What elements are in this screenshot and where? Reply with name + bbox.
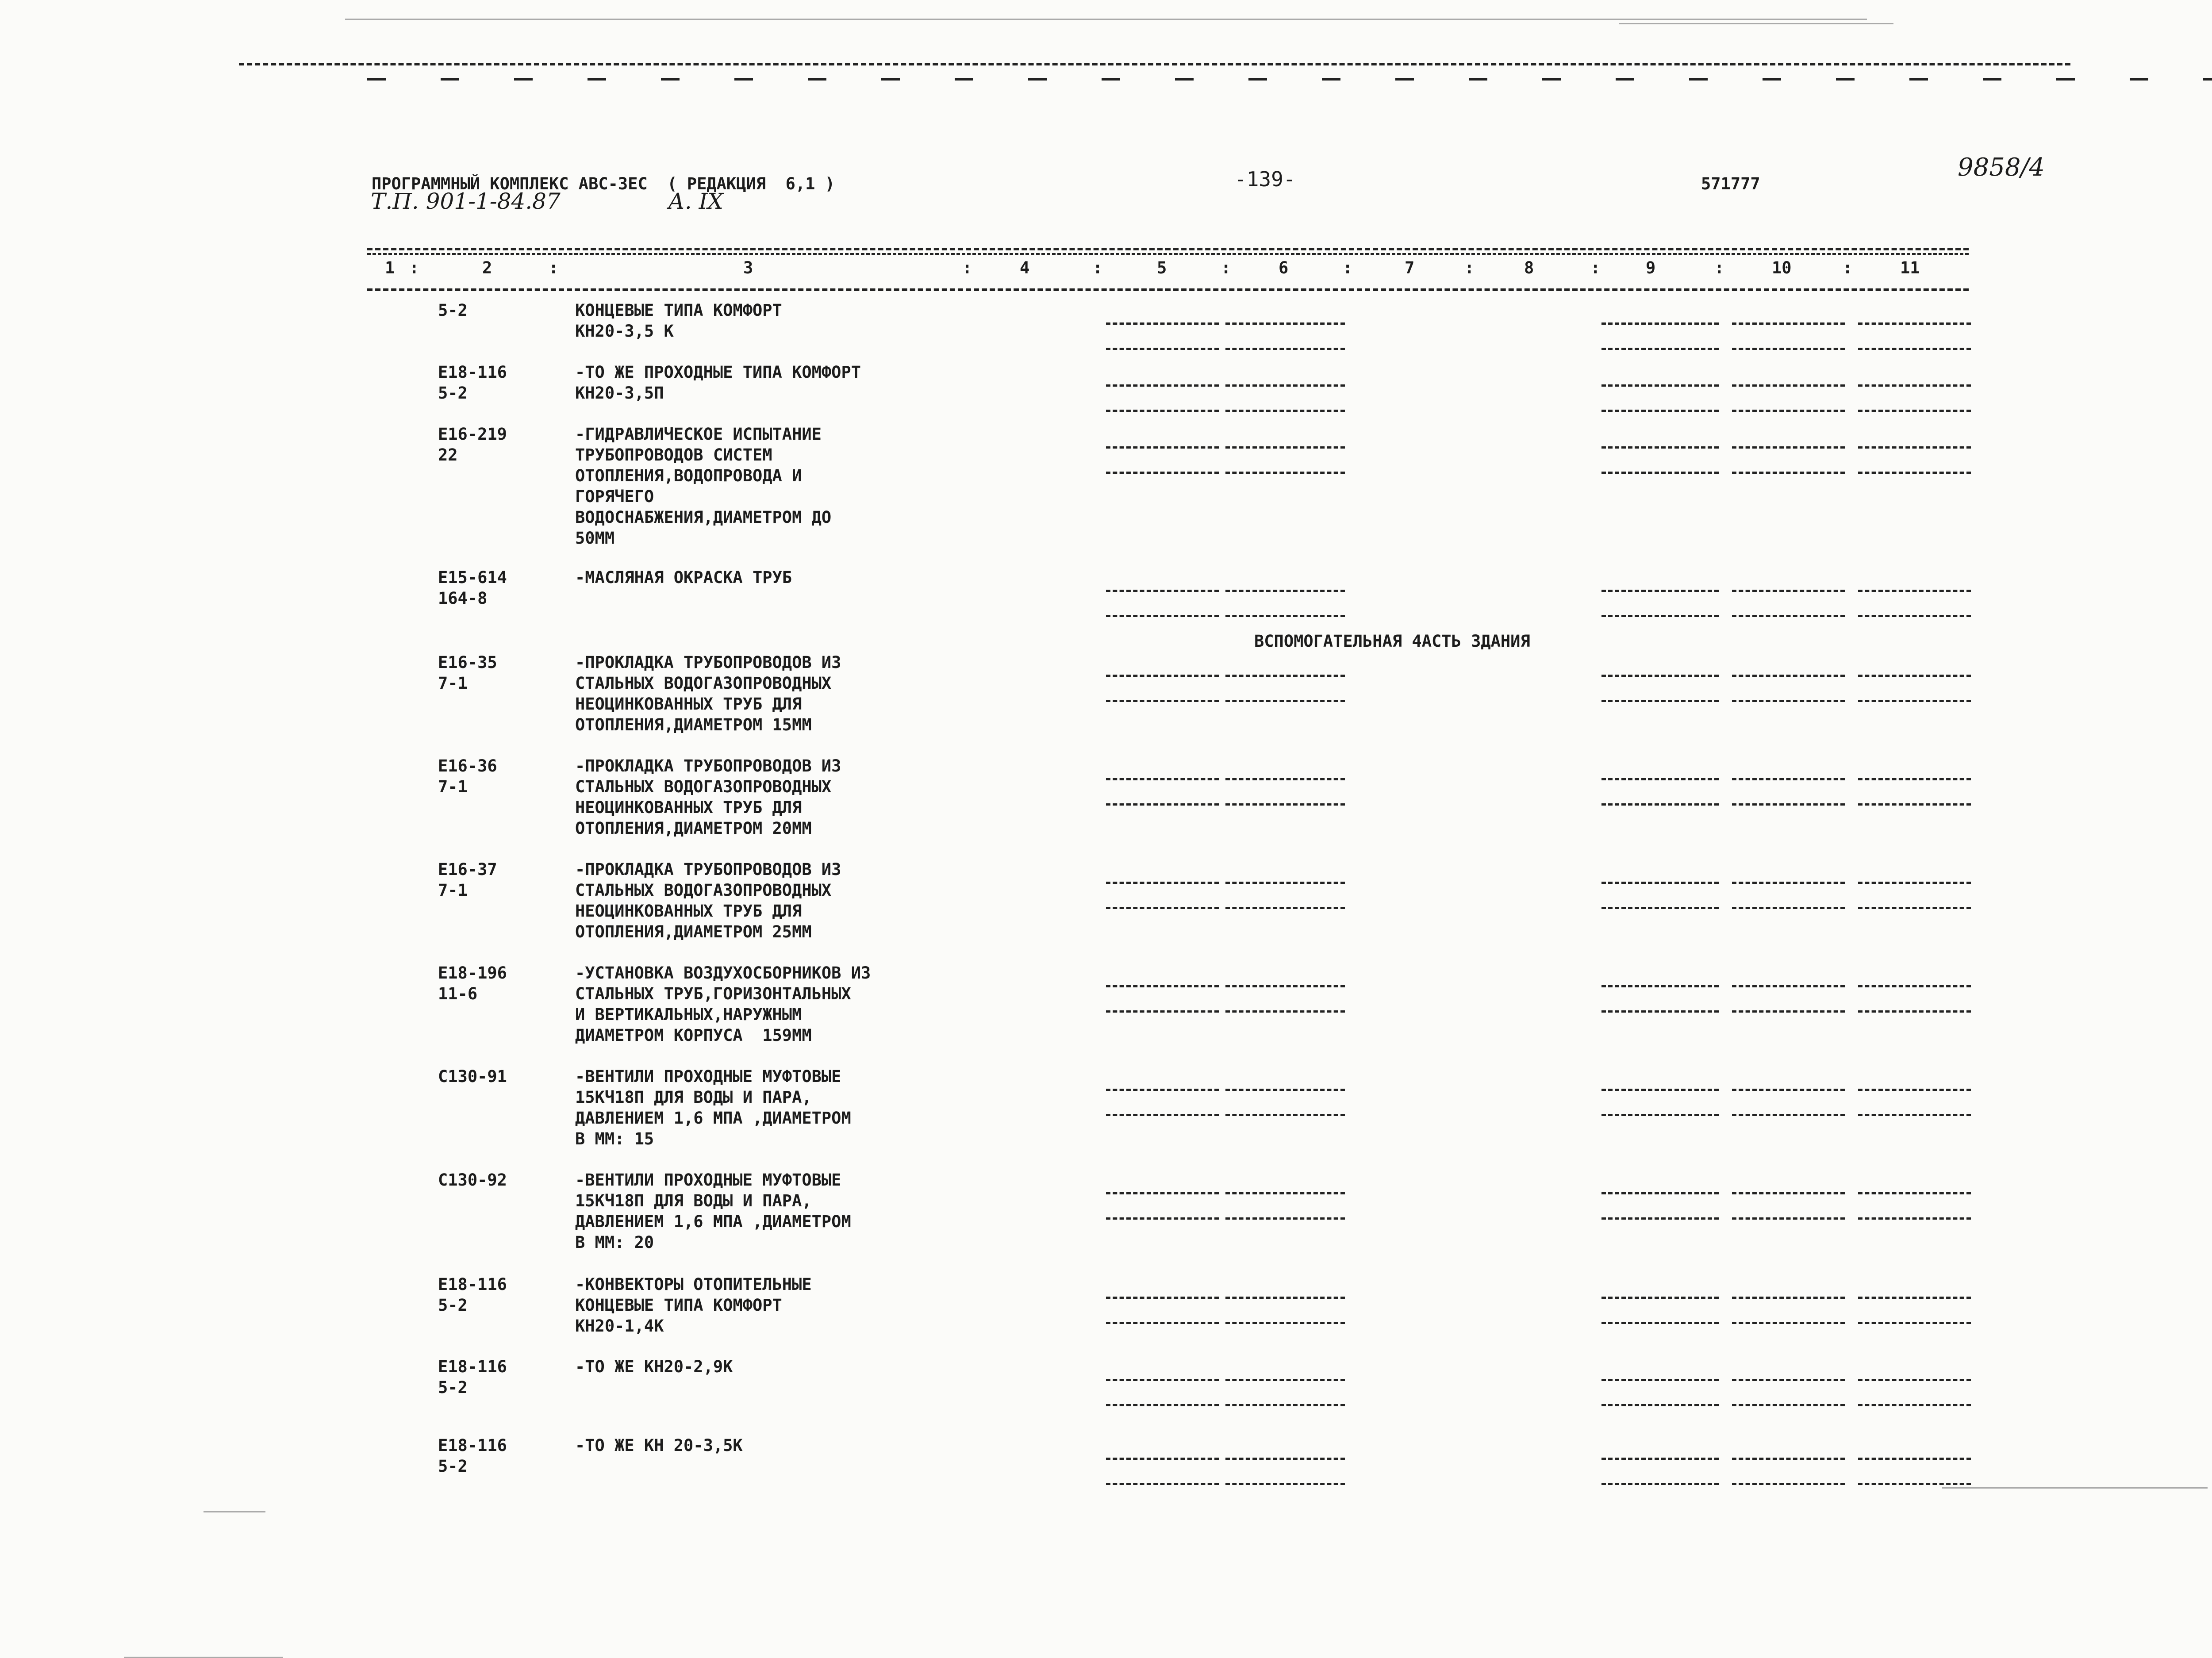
value-underline [1858,1483,1971,1485]
value-underline [1225,446,1345,449]
value-underline [1732,590,1845,592]
value-underline [1225,1089,1345,1091]
row-description: КН20-3,5 К [575,322,674,341]
value-underline [1225,778,1345,780]
value-underline [1106,882,1219,884]
row-description: -ПРОКЛАДКА ТРУБОПРОВОДОВ ИЗ [575,860,841,879]
row-description: ТРУБОПРОВОДОВ СИСТЕМ [575,445,772,464]
value-underline [1732,985,1845,987]
value-underline [1225,348,1345,350]
row-description: СТАЛЬНЫХ ТРУБ,ГОРИЗОНТАЛЬНЫХ [575,984,851,1003]
ruler-dash [588,78,606,81]
column-header-4: 4 [1020,258,1030,277]
ruler-dash [1322,78,1340,81]
value-underline [1225,1458,1345,1460]
value-underline [1601,700,1719,702]
value-underline [1858,675,1971,677]
row-code: 7-1 [438,881,468,900]
value-underline [1858,1217,1971,1220]
ruler-dash [1616,78,1634,81]
value-underline [1106,1379,1219,1381]
column-header-10: 10 [1772,258,1792,277]
row-description: ОТОПЛЕНИЯ,ВОДОПРОВОДА И [575,466,802,485]
value-underline [1225,1297,1345,1299]
project-code: Т.П. 901-1-84.87 [371,188,561,214]
column-header-11: 11 [1900,258,1920,277]
column-header-7: 7 [1405,258,1415,277]
header-top-rule [367,253,1969,255]
value-underline [1858,590,1971,592]
value-underline [1858,1379,1971,1381]
value-underline [1732,1404,1845,1406]
value-underline [1858,882,1971,884]
value-underline [1106,1404,1219,1406]
value-underline [1732,446,1845,449]
row-description: ВОДОСНАБЖЕНИЯ,ДИАМЕТРОМ ДО [575,508,832,527]
ruler-dash [2056,78,2075,81]
row-description: КН20-1,4К [575,1316,664,1336]
value-underline [1858,778,1971,780]
value-underline [1225,1483,1345,1485]
top-ruler-line [239,63,2070,65]
row-description: -ВЕНТИЛИ ПРОХОДНЫЕ МУФТОВЫЕ [575,1171,841,1190]
column-separator: : [1590,258,1601,277]
row-description: КН20-3,5П [575,384,664,403]
ruler-dash [1175,78,1194,81]
value-underline [1601,1404,1719,1406]
row-description: ДИАМЕТРОМ КОРПУСА 159ММ [575,1026,812,1045]
value-underline [1858,803,1971,806]
value-underline [1732,907,1845,909]
value-underline [1106,700,1219,702]
row-code: 11-6 [438,984,478,1003]
value-underline [1106,472,1219,474]
column-header-2: 2 [482,258,492,277]
value-underline [1601,615,1719,617]
column-separator: : [1221,258,1231,277]
value-underline [1601,1089,1719,1091]
row-description: -МАСЛЯНАЯ ОКРАСКА ТРУБ [575,568,792,587]
value-underline [1732,1192,1845,1194]
value-underline [1225,1322,1345,1324]
row-description: -ВЕНТИЛИ ПРОХОДНЫЕ МУФТОВЫЕ [575,1067,841,1086]
row-description: -ПРОКЛАДКА ТРУБОПРОВОДОВ ИЗ [575,653,841,672]
value-underline [1601,985,1719,987]
value-underline [1858,700,1971,702]
value-underline [1225,615,1345,617]
value-underline [1732,675,1845,677]
ruler-dash [1836,78,1855,81]
value-underline [1601,322,1719,325]
row-code: Е16-219 [438,425,507,444]
ruler-dash [881,78,900,81]
row-description: -ТО ЖЕ КН 20-3,5К [575,1436,743,1455]
value-underline [1732,1217,1845,1220]
ruler-dash [1102,78,1120,81]
value-underline [1106,1114,1219,1116]
value-underline [1601,1458,1719,1460]
row-code: Е16-35 [438,653,497,672]
column-header-5: 5 [1157,258,1167,277]
section-note: ВСПОМОГАТЕЛЬНАЯ 4АСТЬ ЗДАНИЯ [1254,632,1530,651]
value-underline [1732,1483,1845,1485]
row-code: Е16-37 [438,860,497,879]
album-number: А. IX [668,188,723,214]
row-description: НЕОЦИНКОВАННЫХ ТРУБ ДЛЯ [575,695,802,714]
value-underline [1601,882,1719,884]
row-description: НЕОЦИНКОВАННЫХ ТРУБ ДЛЯ [575,902,802,921]
ruler-dash [661,78,680,81]
value-underline [1106,590,1219,592]
value-underline [1601,778,1719,780]
row-code: 5-2 [438,1296,468,1315]
ruler-dash [514,78,533,81]
ruler-dash [734,78,753,81]
row-code: С130-91 [438,1067,507,1086]
faint-ruler-line [345,19,1867,20]
value-underline [1601,1217,1719,1220]
value-underline [1225,1114,1345,1116]
row-code: 164-8 [438,589,488,608]
value-underline [1858,985,1971,987]
value-underline [1601,1297,1719,1299]
scan-artifact-line [204,1511,265,1512]
value-underline [1732,384,1845,387]
ruler-dash [367,78,386,81]
column-header-6: 6 [1279,258,1289,277]
value-underline [1732,322,1845,325]
value-underline [1225,700,1345,702]
value-underline [1225,985,1345,987]
ruler-dash [2203,78,2212,81]
ruler-dash [808,78,826,81]
row-code: 7-1 [438,777,468,796]
row-code: 5-2 [438,1457,468,1476]
sheet-number: 9858/4 [1958,153,2045,182]
value-underline [1858,907,1971,909]
row-description: СТАЛЬНЫХ ВОДОГАЗОПРОВОДНЫХ [575,881,832,900]
ruler-dash [1542,78,1561,81]
faint-ruler-line [1619,23,1893,24]
value-underline [1601,384,1719,387]
ruler-dash [441,78,459,81]
value-underline [1601,675,1719,677]
ruler-dash [1763,78,1781,81]
value-underline [1106,410,1219,412]
ruler-dash [1395,78,1414,81]
value-underline [1732,1114,1845,1116]
value-underline [1732,1089,1845,1091]
ruler-dash [1248,78,1267,81]
row-code: 5-2 [438,384,468,403]
value-underline [1858,615,1971,617]
row-code: Е16-36 [438,756,497,775]
ruler-dash [1909,78,1928,81]
column-separator: : [1843,258,1853,277]
value-underline [1225,907,1345,909]
value-underline [1106,1010,1219,1013]
value-underline [1601,803,1719,806]
ruler-dash [2130,78,2148,81]
row-description: ГОРЯЧЕГО [575,487,654,506]
value-underline [1106,1297,1219,1299]
ruler-dash [1689,78,1708,81]
value-underline [1106,803,1219,806]
value-underline [1732,1297,1845,1299]
value-underline [1106,1483,1219,1485]
column-separator: : [962,258,972,277]
row-description: -ТО ЖЕ ПРОХОДНЫЕ ТИПА КОМФОРТ [575,363,861,382]
row-code: Е18-196 [438,963,507,983]
value-underline [1106,615,1219,617]
value-underline [1225,384,1345,387]
value-underline [1225,410,1345,412]
row-code: С130-92 [438,1171,507,1190]
row-description: -УСТАНОВКА ВОЗДУХОСБОРНИКОВ ИЗ [575,963,871,983]
value-underline [1732,1322,1845,1324]
value-underline [1601,590,1719,592]
value-underline [1225,882,1345,884]
value-underline [1732,410,1845,412]
row-code: Е18-116 [438,363,507,382]
value-underline [1601,1322,1719,1324]
value-underline [1106,675,1219,677]
column-header-9: 9 [1646,258,1656,277]
row-code: Е18-116 [438,1275,507,1294]
row-description: ДАВЛЕНИЕМ 1,6 МПА ,ДИАМЕТРОМ [575,1212,851,1231]
row-description: -ТО ЖЕ КН20-2,9К [575,1357,733,1376]
column-header-1: 1 [385,258,395,277]
value-underline [1858,348,1971,350]
row-description: СТАЛЬНЫХ ВОДОГАЗОПРОВОДНЫХ [575,674,832,693]
value-underline [1858,472,1971,474]
value-underline [1601,410,1719,412]
value-underline [1106,322,1219,325]
value-underline [1732,1379,1845,1381]
ruler-dash [1469,78,1487,81]
row-description: КОНЦЕВЫЕ ТИПА КОМФОРТ [575,301,782,320]
row-description: -ПРОКЛАДКА ТРУБОПРОВОДОВ ИЗ [575,756,841,775]
value-underline [1601,1114,1719,1116]
row-code: Е18-116 [438,1357,507,1376]
value-underline [1732,882,1845,884]
ruler-dash [1028,78,1047,81]
row-code: 5-2 [438,301,468,320]
row-description: 50ММ [575,529,615,548]
value-underline [1858,1114,1971,1116]
value-underline [1106,446,1219,449]
value-underline [1858,410,1971,412]
value-underline [1225,1379,1345,1381]
value-underline [1601,1379,1719,1381]
value-underline [1106,1089,1219,1091]
row-description: ОТОПЛЕНИЯ,ДИАМЕТРОМ 25ММ [575,922,812,941]
value-underline [1225,803,1345,806]
document-number: 571777 [1701,174,1760,193]
value-underline [1732,1010,1845,1013]
row-description: ОТОПЛЕНИЯ,ДИАМЕТРОМ 15ММ [575,715,812,734]
row-code: 7-1 [438,674,468,693]
value-underline [1858,1192,1971,1194]
value-underline [1106,778,1219,780]
value-underline [1225,1404,1345,1406]
value-underline [1106,985,1219,987]
ruler-dash [1983,78,2001,81]
value-underline [1732,778,1845,780]
value-underline [1858,1404,1971,1406]
value-underline [1225,590,1345,592]
value-underline [1732,615,1845,617]
column-header-3: 3 [743,258,753,277]
value-underline [1106,1322,1219,1324]
value-underline [1106,1217,1219,1220]
value-underline [1858,1010,1971,1013]
value-underline [1858,1458,1971,1460]
value-underline [1732,700,1845,702]
value-underline [1601,446,1719,449]
value-underline [1225,1192,1345,1194]
value-underline [1601,1010,1719,1013]
row-code: Е15-614 [438,568,507,587]
value-underline [1601,907,1719,909]
row-description: НЕОЦИНКОВАННЫХ ТРУБ ДЛЯ [575,798,802,817]
column-separator: : [1714,258,1724,277]
column-separator: : [1464,258,1475,277]
column-separator: : [1343,258,1353,277]
value-underline [1858,446,1971,449]
row-description: В ММ: 20 [575,1233,654,1252]
program-title: ПРОГРАММНЫЙ КОМПЛЕКС АВС-3ЕС ( РЕДАКЦИЯ 6,1 ) [372,174,835,193]
row-description: ДАВЛЕНИЕМ 1,6 МПА ,ДИАМЕТРОМ [575,1109,851,1128]
value-underline [1601,1483,1719,1485]
value-underline [1225,1217,1345,1220]
value-underline [1601,472,1719,474]
value-underline [1601,1192,1719,1194]
value-underline [1225,675,1345,677]
header-bottom-rule [367,288,1969,291]
row-description: СТАЛЬНЫХ ВОДОГАЗОПРОВОДНЫХ [575,777,832,796]
row-description: В ММ: 15 [575,1129,654,1148]
row-description: 15КЧ18П ДЛЯ ВОДЫ И ПАРА, [575,1191,812,1210]
column-separator: : [409,258,419,277]
column-separator: : [1093,258,1103,277]
value-underline [1732,348,1845,350]
value-underline [1858,322,1971,325]
value-underline [1732,803,1845,806]
column-separator: : [549,258,559,277]
header-top-rule [367,248,1969,250]
column-header-8: 8 [1524,258,1534,277]
row-description: И ВЕРТИКАЛЬНЫХ,НАРУЖНЫМ [575,1005,802,1024]
row-description: 15КЧ18П ДЛЯ ВОДЫ И ПАРА, [575,1088,812,1107]
row-description: -ГИДРАВЛИЧЕСКОЕ ИСПЫТАНИЕ [575,425,822,444]
value-underline [1106,1192,1219,1194]
value-underline [1106,384,1219,387]
row-description: -КОНВЕКТОРЫ ОТОПИТЕЛЬНЫЕ [575,1275,812,1294]
row-description: КОНЦЕВЫЕ ТИПА КОМФОРТ [575,1296,782,1315]
row-code: 22 [438,445,458,464]
value-underline [1858,1297,1971,1299]
value-underline [1858,1089,1971,1091]
page-number: -139- [1234,167,1296,191]
value-underline [1601,348,1719,350]
value-underline [1858,384,1971,387]
value-underline [1732,472,1845,474]
row-description: ОТОПЛЕНИЯ,ДИАМЕТРОМ 20ММ [575,819,812,838]
row-code: 5-2 [438,1378,468,1397]
ruler-dash [955,78,973,81]
value-underline [1225,322,1345,325]
value-underline [1732,1458,1845,1460]
value-underline [1106,348,1219,350]
value-underline [1106,907,1219,909]
value-underline [1858,1322,1971,1324]
value-underline [1106,1458,1219,1460]
scan-artifact-line [1942,1487,2208,1489]
value-underline [1225,1010,1345,1013]
value-underline [1225,472,1345,474]
row-code: Е18-116 [438,1436,507,1455]
